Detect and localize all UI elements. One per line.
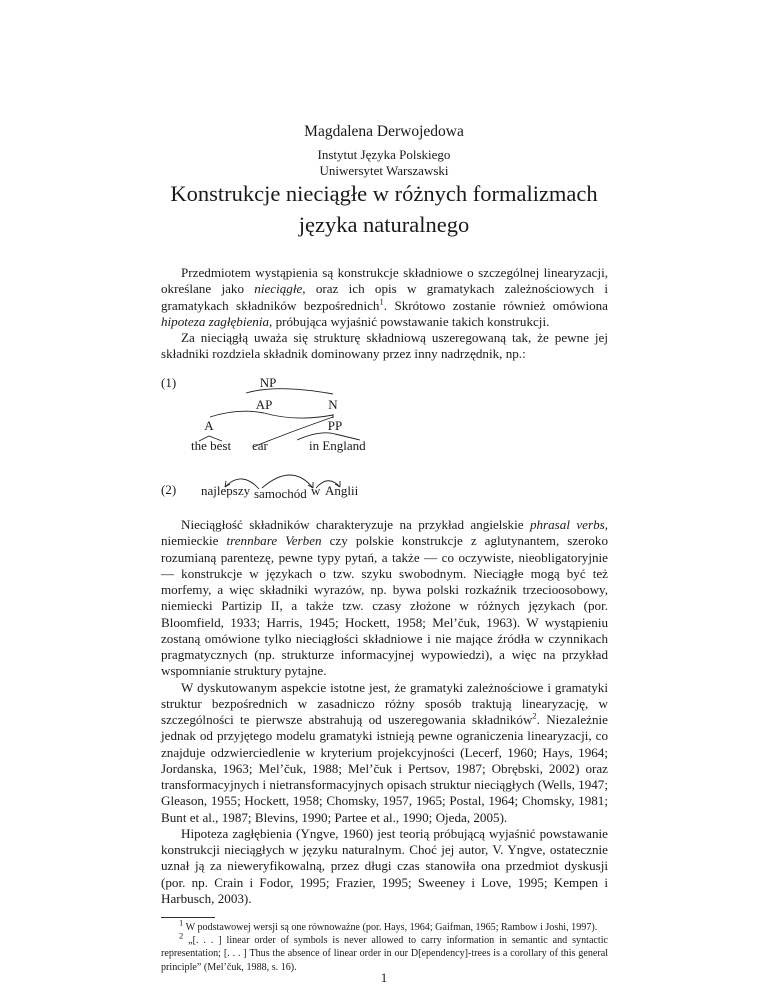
node-a: A [204, 418, 214, 433]
footnote-1 [161, 917, 608, 934]
ap-branch-right [264, 413, 333, 418]
footnote-mark: 1 [179, 917, 184, 928]
phrase-structure-tree [0, 370, 768, 460]
term-emphasis: nieciągłe [254, 281, 303, 297]
text-run: Przedmiotem wystąpienia są konstrukcje składniowe o szczególnej linearyzacji, określane jako [161, 265, 608, 297]
page-number: 1 [380, 970, 388, 985]
text-run: . Skrótowo zostanie również omówiona [383, 297, 608, 313]
node-pp: PP [327, 418, 343, 433]
footnote-text: „[. . . ] linear order of symbols is never allowed to carry information in semantic and syntactic representation; [. . . ] Thus the absence of linear order in our D[ependency]-trees is a corollary of this general principle” (Mel’čuk, 1988, s. 16). [161, 935, 608, 973]
word-the-best: the best [191, 438, 232, 453]
body-paragraph-5: Hipoteza zagłębienia (Yngve, 1960) jest teorią próbującą wyjaśnić powstawanie konstrukcji nieciągłych w języku naturalnym. Choć jej autor, V. Yngve, ostatecznie uznał ją za nieweryfikowalną, przez długi czas stanowiła ona przedmiot dyskusji (por. np. Crain i Fodor, 1995; Frazier, 1995; Sweeney i Love, 1995; Kempen i Harbusch, 2003). [161, 825, 608, 906]
term-emphasis: trennbare Verben [226, 533, 322, 549]
term-emphasis: hipoteza zagłębienia [161, 313, 270, 329]
intro-section [161, 265, 608, 363]
node-ap: AP [255, 397, 273, 412]
term-emphasis: phrasal verbs [529, 517, 605, 532]
affiliation-institute: Instytut Języka Polskiego [317, 147, 451, 162]
main-body [161, 517, 608, 907]
footnote-ref-2: 2 [532, 710, 537, 721]
word-samochod: samochód [254, 486, 307, 501]
text-run: W dyskutowanym aspekcie istotne jest, że gramatyki zależnościowe i gramatyki struktur bezpośrednich w zasadniczo różny sposób traktują linearyzację, w szczególności te pierwsze abstrahują od uszeregowania składników [161, 679, 608, 727]
example-2-label: (2) [161, 482, 177, 497]
word-w: w [311, 483, 321, 498]
node-n: N [328, 397, 338, 412]
text-run: , niemieckie [161, 517, 609, 549]
text-run: , oraz ich opis w gramatykach zależnościowych i gramatykach składników bezpośrednich [161, 281, 609, 313]
title-line-2: języka naturalnego [298, 212, 470, 237]
text-run: , próbująca wyjaśnić powstawanie takich konstrukcji. [269, 313, 550, 329]
body-paragraph-4 [161, 680, 608, 826]
ap-branch-left [210, 411, 264, 417]
title-line-1: Konstrukcje nieciągłe w różnych formalizmach [170, 181, 598, 206]
affiliation-university: Uniwersytet Warszawski [319, 163, 449, 178]
word-in-england: in England [309, 438, 366, 453]
word-najlepszy: najlepszy [201, 483, 251, 498]
body-paragraph-3 [161, 517, 608, 680]
text-run: Nieciągłość składników charakteryzuje na przykład angielskie [181, 517, 530, 532]
word-car: car [252, 438, 268, 453]
footnote-2 [161, 930, 608, 974]
example-1-label: (1) [161, 375, 177, 390]
text-run: . Niezależnie jednak od przyjętego modelu gramatyki istnieją pewne ograniczenia linearyzacji, co znajduje odzwierciedlenie w kryterium projekcyjności (Lecerf, 1960; Hays, 1964; Jordanska, 1963; Mel’čuk, 1988; Mel’čuk i Pertsov, 1987; Obrębski, 2002) oraz transformacyjnych i nietransformacyjnych opisach struktur nieciągłych (Wells, 1947; Gleason, 1955; Hockett, 1958; Chomsky, 1957, 1965; Postal, 1964; Chomsky, 1981; Bunt et al., 1987; Blevins, 1990; Partee et al., 1990; Ojeda, 2005). [161, 712, 608, 825]
node-np: NP [259, 375, 277, 390]
footnotes [161, 917, 608, 974]
author-name: Magdalena Derwojedowa [304, 123, 464, 140]
intro-paragraph-1 [161, 265, 608, 330]
paper-title [0, 178, 768, 240]
footnote-text: W podstawowej wersji są one równoważne (por. Hays, 1964; Gaifman, 1965; Rambow i Joshi, 1997). [185, 922, 598, 933]
intro-paragraph-2: Za nieciągłą uważa się strukturę składniową uszeregowaną tak, że pewne jej składniki rozdziela składnik dominowany przez inny nadrzędnik, np.: [161, 330, 608, 362]
footnote-ref-1: 1 [379, 296, 384, 307]
word-anglii: Anglii [325, 483, 359, 498]
footnote-rule [161, 917, 215, 918]
text-run: czy polskie konstrukcje z aglutynantem, szeroko rozumianą parentezę, pewne typy pytań, a także — co oczywiste, nieobligatoryjnie — konstrukcje w językach o tzw. szyku swobodnym. Nieciągłe mogą być też morfemy, a więc składniki wyrazów, np. bywa polski rozkaźnik trzecioosobowy, niemiecki Partizip II, a także tzw. czasy złożone w różnych językach (por. Bloomfield, 1933; Harris, 1945; Hockett, 1958; Mel’čuk, 1963). W wystąpieniu zostaną omówione tylko nieciągłości składniowe i nie mające źródła w czynnikach pragmatycznych (np. strukturze informacyjnej wypowiedzi), a więc na przykład wspomnianie struktury pytajne. [161, 533, 608, 679]
dependency-diagram [0, 454, 768, 502]
footnote-mark: 2 [179, 930, 184, 941]
